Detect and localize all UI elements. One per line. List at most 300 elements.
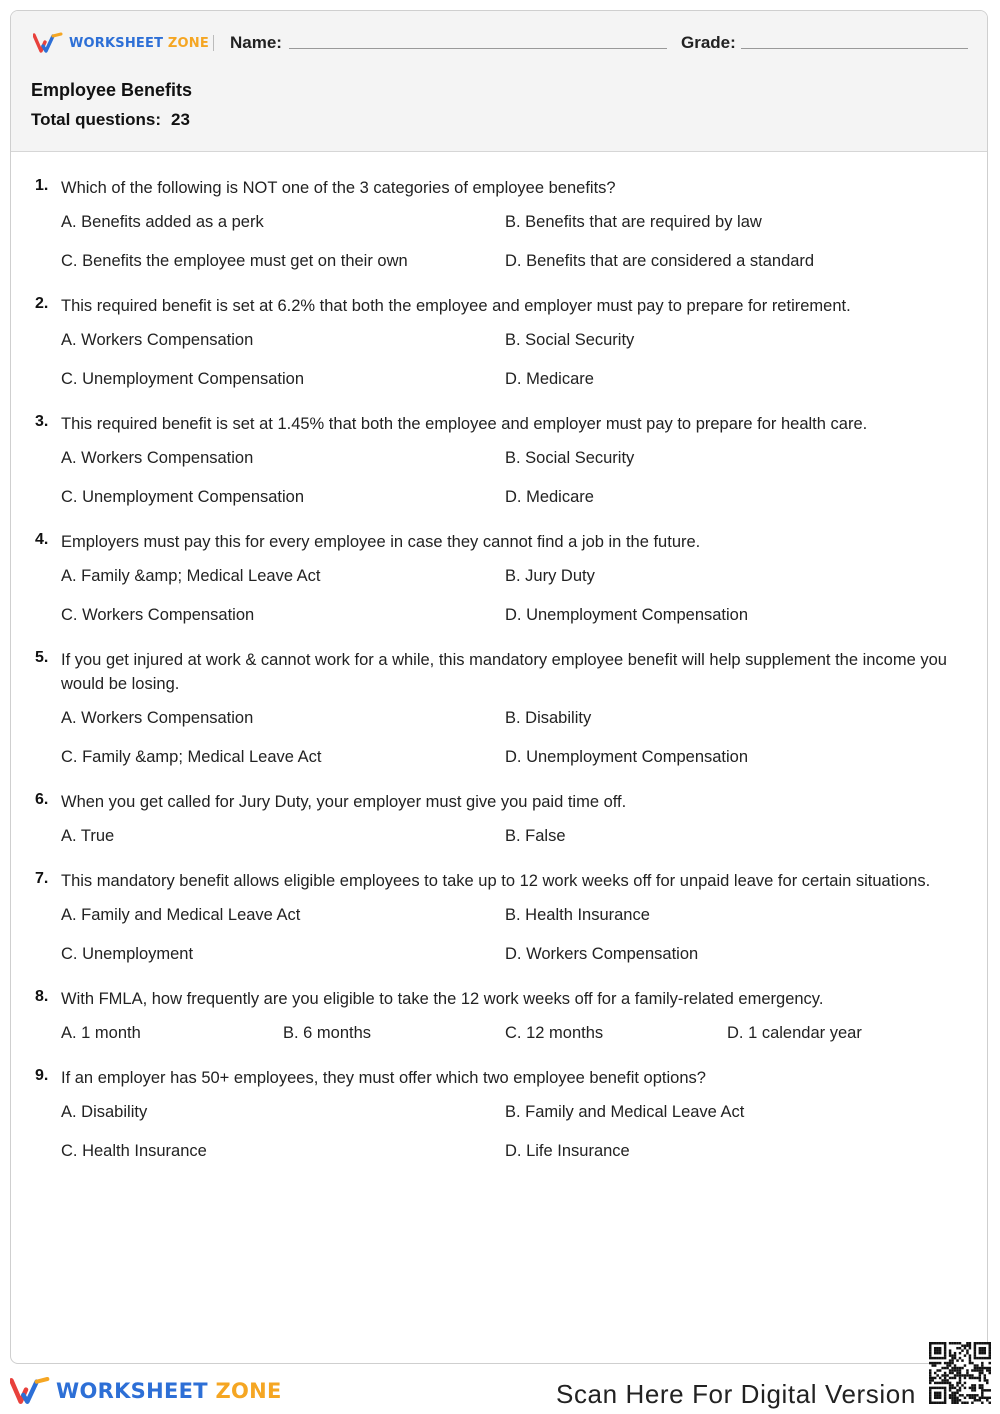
qr-module bbox=[976, 1342, 978, 1344]
qr-module bbox=[971, 1377, 973, 1379]
qr-module bbox=[951, 1377, 953, 1379]
question-text: If an employer has 50+ employees, they must offer which two employee benefit options? bbox=[61, 1069, 706, 1087]
qr-module bbox=[949, 1364, 951, 1366]
qr-module bbox=[929, 1379, 931, 1381]
qr-module bbox=[964, 1382, 966, 1384]
qr-module bbox=[971, 1402, 973, 1404]
qr-module bbox=[959, 1367, 961, 1369]
qr-module bbox=[984, 1357, 986, 1359]
qr-module bbox=[966, 1352, 968, 1354]
answer-option[interactable]: A. Disability bbox=[61, 1103, 148, 1121]
qr-module bbox=[949, 1352, 951, 1354]
qr-module bbox=[979, 1349, 981, 1351]
qr-module bbox=[946, 1362, 948, 1364]
qr-module bbox=[974, 1384, 976, 1386]
qr-module bbox=[981, 1347, 983, 1349]
qr-module bbox=[966, 1394, 968, 1396]
qr-module bbox=[971, 1384, 973, 1386]
question-text: With FMLA, how frequently are you eligible to take the 12 work weeks off for a family-related emergency. bbox=[61, 990, 824, 1008]
qr-module bbox=[964, 1374, 966, 1376]
qr-module bbox=[976, 1364, 978, 1366]
qr-module bbox=[944, 1382, 946, 1384]
qr-module bbox=[964, 1397, 966, 1399]
qr-module bbox=[939, 1347, 941, 1349]
question-text: Employers must pay this for every employee in case they cannot find a job in the future. bbox=[61, 533, 701, 551]
qr-module bbox=[986, 1357, 988, 1359]
qr-module bbox=[956, 1347, 958, 1349]
qr-module bbox=[951, 1362, 953, 1364]
qr-module bbox=[974, 1369, 976, 1371]
qr-module bbox=[959, 1347, 961, 1349]
qr-module bbox=[954, 1387, 956, 1389]
qr-module bbox=[939, 1402, 941, 1404]
qr-module bbox=[959, 1394, 961, 1396]
qr-module bbox=[931, 1362, 933, 1364]
answer-option[interactable]: A. Family &amp; Medical Leave Act bbox=[61, 567, 321, 585]
answer-option[interactable]: C. Unemployment bbox=[61, 945, 194, 963]
qr-module bbox=[974, 1397, 976, 1399]
qr-module bbox=[951, 1372, 953, 1374]
qr-module bbox=[979, 1347, 981, 1349]
qr-module bbox=[954, 1374, 956, 1376]
qr-module bbox=[954, 1342, 956, 1344]
qr-module bbox=[946, 1364, 948, 1366]
qr-module bbox=[969, 1357, 971, 1359]
qr-module bbox=[986, 1379, 988, 1381]
answer-option[interactable]: A. Family and Medical Leave Act bbox=[61, 906, 301, 924]
qr-module bbox=[929, 1382, 931, 1384]
qr-module bbox=[984, 1397, 986, 1399]
qr-module bbox=[971, 1387, 973, 1389]
qr-module bbox=[934, 1362, 936, 1364]
qr-module bbox=[986, 1382, 988, 1384]
brand-name: WORKSHEET ZONE bbox=[69, 35, 209, 51]
qr-module bbox=[929, 1344, 931, 1346]
qr-module bbox=[929, 1397, 931, 1399]
worksheet-page bbox=[10, 10, 988, 1364]
qr-module bbox=[934, 1352, 936, 1354]
qr-module bbox=[944, 1374, 946, 1376]
qr-module bbox=[971, 1369, 973, 1371]
answer-option[interactable]: C. Family &amp; Medical Leave Act bbox=[61, 748, 322, 766]
qr-module bbox=[951, 1342, 953, 1344]
qr-module bbox=[949, 1362, 951, 1364]
qr-module bbox=[949, 1394, 951, 1396]
answer-option[interactable]: B. False bbox=[505, 827, 566, 845]
question-text: If you get injured at work & cannot work for a while, this mandatory employee benefit will help supplement the income you would be losing. bbox=[61, 651, 947, 693]
qr-module bbox=[984, 1342, 986, 1344]
qr-module bbox=[931, 1402, 933, 1404]
answer-option[interactable]: C. Health Insurance bbox=[61, 1142, 207, 1160]
qr-module bbox=[969, 1387, 971, 1389]
qr-module bbox=[964, 1364, 966, 1366]
answer-option[interactable]: B. Disability bbox=[505, 709, 592, 727]
qr-module bbox=[984, 1374, 986, 1376]
qr-module bbox=[974, 1367, 976, 1369]
qr-module bbox=[989, 1397, 991, 1399]
answer-options bbox=[61, 704, 947, 772]
qr-module bbox=[944, 1402, 946, 1404]
qr-module bbox=[961, 1359, 963, 1361]
qr-module bbox=[934, 1372, 936, 1374]
qr-module bbox=[976, 1357, 978, 1359]
qr-module bbox=[981, 1369, 983, 1371]
question-item bbox=[11, 790, 987, 851]
qr-module bbox=[959, 1389, 961, 1391]
answer-options bbox=[61, 901, 947, 969]
qr-module bbox=[959, 1372, 961, 1374]
qr-module bbox=[929, 1362, 931, 1364]
worksheet-header bbox=[11, 11, 987, 152]
qr-module bbox=[944, 1394, 946, 1396]
answer-option[interactable]: B. Social Security bbox=[505, 331, 635, 349]
qr-module bbox=[984, 1367, 986, 1369]
qr-module bbox=[941, 1382, 943, 1384]
question-number: 6. bbox=[35, 791, 49, 808]
qr-module bbox=[956, 1402, 958, 1404]
qr-module bbox=[986, 1342, 988, 1344]
qr-module bbox=[989, 1389, 991, 1391]
answer-option[interactable]: B. 6 months bbox=[283, 1024, 372, 1042]
qr-module bbox=[931, 1342, 933, 1344]
answer-options bbox=[61, 1019, 947, 1048]
answer-option[interactable]: D. Unemployment Compensation bbox=[505, 748, 749, 766]
qr-module bbox=[984, 1349, 986, 1351]
grade-field[interactable] bbox=[741, 48, 968, 49]
qr-module bbox=[956, 1384, 958, 1386]
qr-module bbox=[974, 1344, 976, 1346]
qr-module bbox=[931, 1364, 933, 1366]
qr-module bbox=[944, 1399, 946, 1401]
qr-module bbox=[936, 1349, 938, 1351]
qr-module bbox=[964, 1354, 966, 1356]
qr-module bbox=[974, 1399, 976, 1401]
question-number: 4. bbox=[35, 531, 49, 548]
qr-module bbox=[979, 1397, 981, 1399]
qr-module bbox=[974, 1354, 976, 1356]
qr-module bbox=[939, 1369, 941, 1371]
total-questions: Total questions: 23 bbox=[31, 110, 190, 129]
answer-option[interactable]: A. 1 month bbox=[61, 1024, 141, 1042]
qr-module bbox=[934, 1402, 936, 1404]
qr-module bbox=[934, 1349, 936, 1351]
qr-module bbox=[989, 1352, 991, 1354]
qr-module bbox=[986, 1389, 988, 1391]
answer-option[interactable]: B. Jury Duty bbox=[505, 567, 595, 585]
qr-module bbox=[976, 1367, 978, 1369]
qr-module bbox=[974, 1394, 976, 1396]
answer-option[interactable]: D. Benefits that are considered a standard bbox=[505, 252, 815, 270]
qr-module bbox=[944, 1372, 946, 1374]
qr-module bbox=[979, 1387, 981, 1389]
qr-module bbox=[936, 1402, 938, 1404]
qr-module bbox=[954, 1394, 956, 1396]
brand-logo-large bbox=[10, 1376, 282, 1406]
qr-module bbox=[971, 1362, 973, 1364]
qr-module bbox=[944, 1349, 946, 1351]
qr-module bbox=[929, 1372, 931, 1374]
answer-option[interactable]: C. Unemployment Compensation bbox=[61, 370, 305, 388]
qr-module bbox=[971, 1397, 973, 1399]
qr-module bbox=[954, 1354, 956, 1356]
qr-module bbox=[951, 1369, 953, 1371]
qr-module bbox=[979, 1369, 981, 1371]
question-text: When you get called for Jury Duty, your employer must give you paid time off. bbox=[61, 793, 627, 811]
qr-module bbox=[944, 1362, 946, 1364]
question-item bbox=[11, 648, 987, 772]
answer-option[interactable]: B. Family and Medical Leave Act bbox=[505, 1103, 745, 1121]
qr-module bbox=[951, 1387, 953, 1389]
answer-option[interactable]: D. Workers Compensation bbox=[505, 945, 699, 963]
qr-module bbox=[971, 1389, 973, 1391]
qr-module bbox=[929, 1387, 931, 1389]
qr-module bbox=[929, 1377, 931, 1379]
qr-module bbox=[969, 1354, 971, 1356]
answer-options bbox=[61, 208, 947, 276]
qr-module bbox=[956, 1374, 958, 1376]
qr-module bbox=[974, 1377, 976, 1379]
qr-module bbox=[959, 1374, 961, 1376]
qr-module bbox=[974, 1357, 976, 1359]
qr-module bbox=[951, 1357, 953, 1359]
qr-module bbox=[949, 1372, 951, 1374]
qr-module bbox=[959, 1379, 961, 1381]
answer-option[interactable]: B. Health Insurance bbox=[505, 906, 650, 924]
qr-module bbox=[969, 1347, 971, 1349]
qr-module bbox=[981, 1394, 983, 1396]
answer-option[interactable]: D. Unemployment Compensation bbox=[505, 606, 749, 624]
qr-module bbox=[969, 1342, 971, 1344]
qr-module bbox=[984, 1379, 986, 1381]
qr-module bbox=[949, 1342, 951, 1344]
question-text: This required benefit is set at 1.45% that both the employee and employer must pay to prepare for health care. bbox=[61, 415, 868, 433]
name-label: Name: bbox=[230, 33, 282, 52]
qr-code-icon[interactable] bbox=[929, 1342, 991, 1404]
qr-module bbox=[949, 1349, 951, 1351]
qr-module bbox=[936, 1392, 938, 1394]
qr-module bbox=[976, 1369, 978, 1371]
qr-module bbox=[929, 1402, 931, 1404]
qr-module bbox=[954, 1377, 956, 1379]
qr-module bbox=[951, 1392, 953, 1394]
qr-module bbox=[989, 1369, 991, 1371]
qr-module bbox=[951, 1384, 953, 1386]
qr-module bbox=[931, 1379, 933, 1381]
qr-module bbox=[936, 1394, 938, 1396]
qr-module bbox=[944, 1387, 946, 1389]
qr-module bbox=[969, 1374, 971, 1376]
name-field[interactable] bbox=[289, 48, 667, 49]
qr-module bbox=[951, 1359, 953, 1361]
qr-module bbox=[989, 1372, 991, 1374]
qr-module bbox=[941, 1374, 943, 1376]
qr-module bbox=[941, 1367, 943, 1369]
answer-option[interactable]: C. 12 months bbox=[505, 1024, 604, 1042]
qr-module bbox=[959, 1357, 961, 1359]
answer-option[interactable]: D. Life Insurance bbox=[505, 1142, 630, 1160]
qr-module bbox=[946, 1367, 948, 1369]
question-number: 9. bbox=[35, 1067, 49, 1084]
qr-module bbox=[969, 1344, 971, 1346]
qr-module bbox=[954, 1364, 956, 1366]
qr-module bbox=[936, 1387, 938, 1389]
qr-module bbox=[949, 1384, 951, 1386]
qr-module bbox=[974, 1347, 976, 1349]
answer-option[interactable]: D. Medicare bbox=[505, 370, 594, 388]
answer-option[interactable]: A. Workers Compensation bbox=[61, 331, 254, 349]
qr-module bbox=[939, 1349, 941, 1351]
qr-module bbox=[979, 1374, 981, 1376]
qr-module bbox=[981, 1349, 983, 1351]
qr-module bbox=[979, 1384, 981, 1386]
qr-module bbox=[964, 1344, 966, 1346]
answer-option[interactable]: D. Medicare bbox=[505, 488, 594, 506]
question-number: 1. bbox=[35, 177, 49, 194]
qr-module bbox=[929, 1347, 931, 1349]
qr-module bbox=[939, 1362, 941, 1364]
qr-module bbox=[934, 1387, 936, 1389]
answer-option[interactable]: A. Benefits added as a perk bbox=[61, 213, 264, 231]
qr-module bbox=[984, 1377, 986, 1379]
qr-module bbox=[976, 1377, 978, 1379]
qr-module bbox=[976, 1399, 978, 1401]
answer-option[interactable]: A. Workers Compensation bbox=[61, 709, 254, 727]
qr-module bbox=[976, 1394, 978, 1396]
qr-module bbox=[929, 1342, 931, 1344]
qr-module bbox=[969, 1394, 971, 1396]
qr-module bbox=[974, 1352, 976, 1354]
question-text: This required benefit is set at 6.2% that both the employee and employer must pay to prepare for retirement. bbox=[61, 297, 851, 315]
answer-option[interactable]: B. Benefits that are required by law bbox=[505, 213, 762, 231]
qr-module bbox=[954, 1399, 956, 1401]
qr-module bbox=[941, 1357, 943, 1359]
answer-options bbox=[61, 326, 947, 394]
qr-module bbox=[929, 1349, 931, 1351]
qr-module bbox=[956, 1367, 958, 1369]
qr-module bbox=[981, 1392, 983, 1394]
answer-option[interactable]: A. Workers Compensation bbox=[61, 449, 254, 467]
qr-module bbox=[944, 1342, 946, 1344]
qr-module bbox=[939, 1382, 941, 1384]
question-list bbox=[11, 176, 987, 1184]
qr-module bbox=[981, 1372, 983, 1374]
qr-module bbox=[939, 1377, 941, 1379]
scan-instruction: Scan Here For Digital Version bbox=[556, 1379, 916, 1409]
answer-options bbox=[61, 1098, 947, 1166]
qr-module bbox=[936, 1342, 938, 1344]
qr-module bbox=[981, 1362, 983, 1364]
question-text: Which of the following is NOT one of the 3 categories of employee benefits? bbox=[61, 179, 616, 197]
qr-module bbox=[989, 1354, 991, 1356]
qr-module bbox=[986, 1367, 988, 1369]
question-item bbox=[11, 530, 987, 630]
qr-module bbox=[929, 1354, 931, 1356]
answer-option[interactable]: C. Workers Compensation bbox=[61, 606, 255, 624]
qr-module bbox=[961, 1374, 963, 1376]
qr-module bbox=[969, 1362, 971, 1364]
qr-module bbox=[979, 1357, 981, 1359]
qr-module bbox=[939, 1387, 941, 1389]
qr-module bbox=[936, 1382, 938, 1384]
qr-module bbox=[979, 1399, 981, 1401]
qr-module bbox=[956, 1359, 958, 1361]
qr-module bbox=[934, 1382, 936, 1384]
qr-module bbox=[949, 1354, 951, 1356]
answer-option[interactable]: C. Unemployment Compensation bbox=[61, 488, 305, 506]
question-number: 3. bbox=[35, 413, 49, 430]
qr-module bbox=[951, 1354, 953, 1356]
answer-option[interactable]: A. True bbox=[61, 827, 115, 845]
qr-module bbox=[974, 1389, 976, 1391]
qr-module bbox=[934, 1357, 936, 1359]
qr-module bbox=[989, 1349, 991, 1351]
qr-module bbox=[981, 1389, 983, 1391]
qr-module bbox=[951, 1402, 953, 1404]
qr-module bbox=[929, 1369, 931, 1371]
qr-module bbox=[931, 1377, 933, 1379]
qr-module bbox=[984, 1347, 986, 1349]
qr-module bbox=[959, 1369, 961, 1371]
page-footer bbox=[0, 1364, 1000, 1414]
qr-module bbox=[956, 1342, 958, 1344]
qr-module bbox=[936, 1352, 938, 1354]
qr-module bbox=[961, 1394, 963, 1396]
qr-module bbox=[946, 1382, 948, 1384]
qr-module bbox=[944, 1392, 946, 1394]
answer-option[interactable]: D. 1 calendar year bbox=[727, 1024, 862, 1042]
qr-module bbox=[986, 1399, 988, 1401]
question-text: This mandatory benefit allows eligible employees to take up to 12 work weeks off for unpaid leave for certain situations. bbox=[61, 872, 931, 890]
qr-module bbox=[941, 1379, 943, 1381]
brand-name: WORKSHEET ZONE bbox=[56, 1379, 282, 1403]
qr-module bbox=[989, 1357, 991, 1359]
qr-module bbox=[959, 1387, 961, 1389]
question-item bbox=[11, 294, 987, 394]
brand-logo-small bbox=[33, 32, 209, 54]
qr-module bbox=[956, 1392, 958, 1394]
qr-module bbox=[949, 1397, 951, 1399]
qr-module bbox=[989, 1342, 991, 1344]
qr-module bbox=[934, 1342, 936, 1344]
qr-module bbox=[959, 1352, 961, 1354]
qr-module bbox=[974, 1342, 976, 1344]
qr-module bbox=[929, 1352, 931, 1354]
qr-module bbox=[969, 1377, 971, 1379]
qr-module bbox=[946, 1379, 948, 1381]
qr-module bbox=[956, 1397, 958, 1399]
qr-module bbox=[981, 1387, 983, 1389]
answer-option[interactable]: C. Benefits the employee must get on their own bbox=[61, 252, 408, 270]
qr-module bbox=[944, 1354, 946, 1356]
qr-module bbox=[929, 1394, 931, 1396]
qr-module bbox=[954, 1402, 956, 1404]
answer-option[interactable]: B. Social Security bbox=[505, 449, 635, 467]
qr-module bbox=[939, 1397, 941, 1399]
qr-module bbox=[981, 1364, 983, 1366]
qr-module bbox=[981, 1397, 983, 1399]
brand-divider bbox=[213, 35, 214, 51]
qr-module bbox=[986, 1397, 988, 1399]
qr-module bbox=[931, 1387, 933, 1389]
qr-module bbox=[974, 1349, 976, 1351]
qr-module bbox=[944, 1389, 946, 1391]
qr-module bbox=[989, 1362, 991, 1364]
qr-module bbox=[951, 1367, 953, 1369]
qr-module bbox=[949, 1387, 951, 1389]
qr-module bbox=[944, 1344, 946, 1346]
qr-module bbox=[986, 1369, 988, 1371]
qr-module bbox=[979, 1377, 981, 1379]
